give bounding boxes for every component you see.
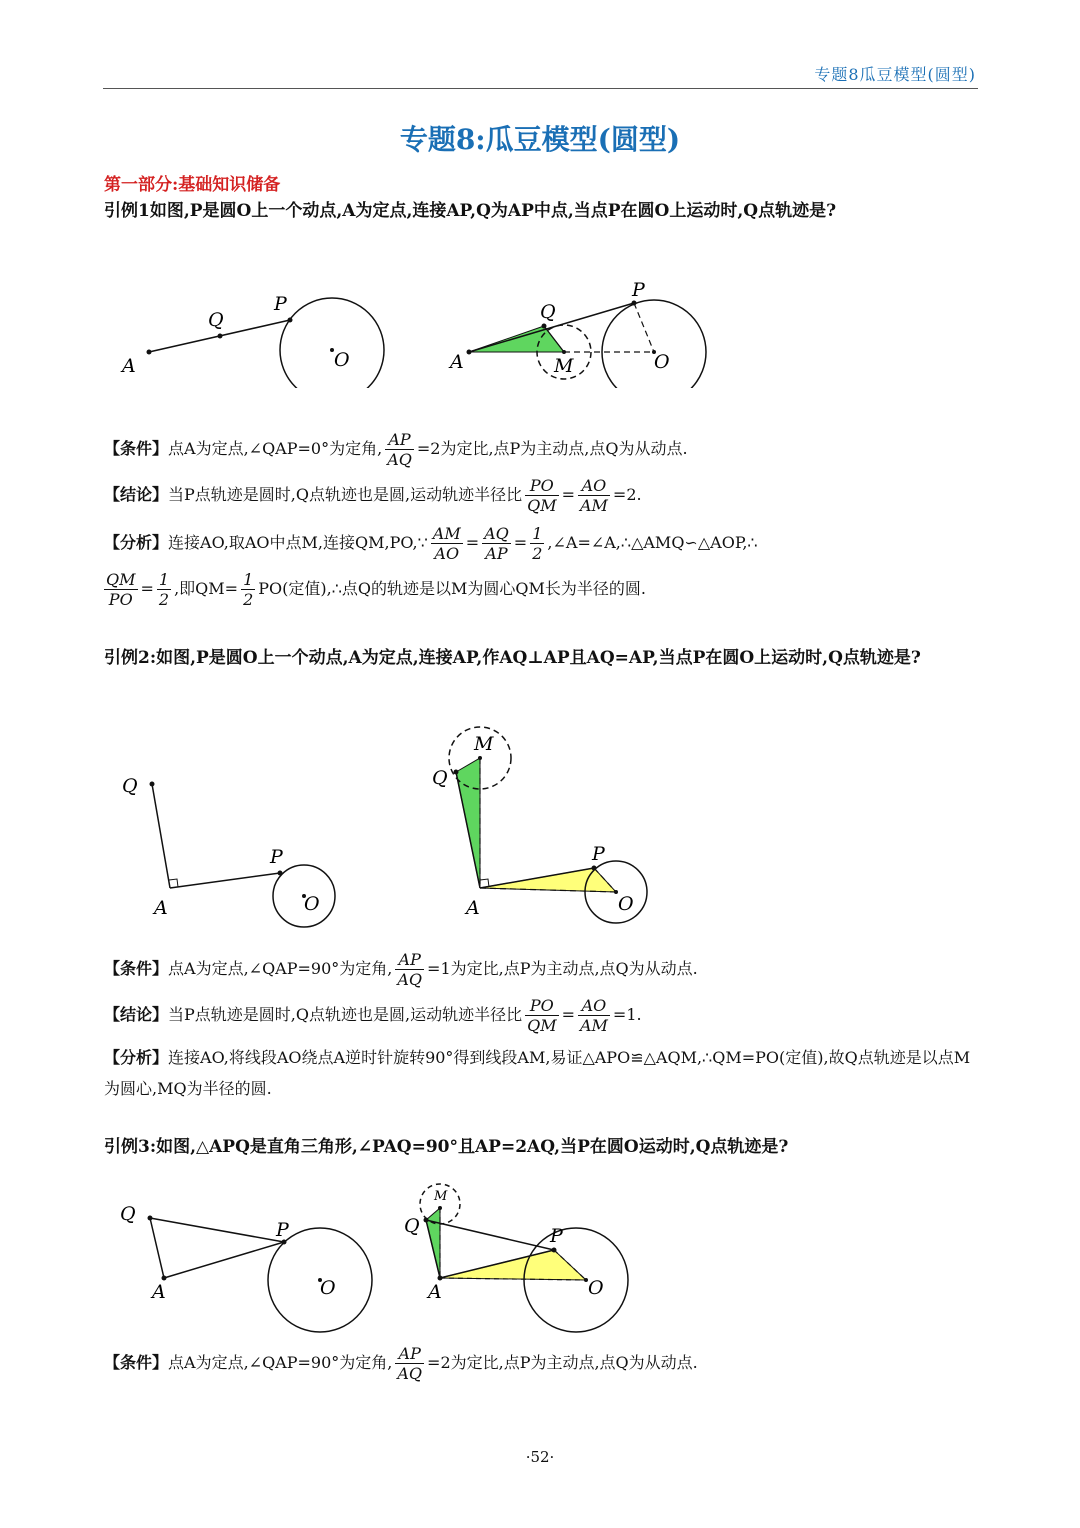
label-a: A bbox=[450, 351, 464, 373]
label-p: P bbox=[550, 1225, 563, 1247]
condition-tag: 【条件】 bbox=[104, 439, 169, 458]
label-o: O bbox=[588, 1277, 604, 1299]
point-q bbox=[454, 770, 459, 775]
circle-o bbox=[602, 300, 706, 388]
example1-figure-right bbox=[448, 279, 706, 388]
fraction: $\frac{PO}{QM}$ bbox=[527, 476, 557, 515]
condition-tag: 【条件】 bbox=[104, 959, 169, 978]
running-header: 专题8瓜豆模型(圆型) bbox=[814, 65, 976, 84]
example2-figure-right bbox=[432, 727, 647, 923]
segment-ap bbox=[170, 873, 280, 888]
point-p bbox=[278, 871, 283, 876]
label-q: Q bbox=[120, 1203, 136, 1225]
label-p: P bbox=[270, 846, 283, 868]
example3-figures bbox=[104, 1180, 724, 1340]
label-q: Q bbox=[404, 1215, 420, 1237]
point-a bbox=[147, 350, 152, 355]
section-heading: 第一部分:基础知识储备 bbox=[104, 175, 281, 195]
fraction: $\frac{AP}{AQ}$ bbox=[387, 430, 412, 469]
triangle-apo bbox=[440, 1250, 586, 1280]
point-p bbox=[552, 1248, 557, 1253]
conclusion-tag: 【结论】 bbox=[104, 485, 169, 504]
point-m bbox=[438, 1206, 442, 1210]
fraction: $\frac{AP}{AQ}$ bbox=[397, 1344, 423, 1383]
example1-figures bbox=[104, 268, 724, 388]
label-o: O bbox=[618, 893, 634, 915]
fraction: $\frac{AQ}{AP}$ bbox=[484, 524, 509, 563]
fraction: $\frac{1}{2}$ bbox=[158, 570, 170, 609]
label-p: P bbox=[276, 1219, 289, 1241]
point-p bbox=[632, 301, 637, 306]
point-m bbox=[562, 350, 566, 354]
point-q bbox=[148, 1216, 153, 1221]
label-q: Q bbox=[432, 767, 448, 789]
label-q: Q bbox=[122, 775, 138, 797]
fraction: $\frac{1}{2}$ bbox=[532, 524, 543, 563]
segment-aq bbox=[152, 784, 170, 888]
triangle-apq bbox=[150, 1218, 284, 1278]
label-p: P bbox=[592, 843, 605, 865]
label-a: A bbox=[466, 897, 480, 919]
point-a bbox=[438, 1276, 443, 1281]
fraction: $\frac{QM}{PO}$ bbox=[106, 570, 136, 609]
analysis-tag: 【分析】 bbox=[104, 1048, 169, 1067]
example1-conclusion: 【结论】当P点轨迹是圆时,Q点轨迹也是圆,运动轨迹半径比 $\frac{PO}{QM}$ = $\frac{AO}{AM}$ =2. bbox=[104, 476, 642, 515]
example1-analysis-line1: 【分析】连接AO,取AO中点M,连接QM,PO,∵ $\frac{AM}{AO}$ = $\frac{AQ}{AP}$ = $\frac{1}{2}$ ,∠A=∠A,∴△AMQ∽△AOP,∴ bbox=[104, 524, 758, 563]
point-a bbox=[467, 350, 472, 355]
label-o: O bbox=[654, 351, 670, 373]
page-number: ·52· bbox=[525, 1448, 555, 1466]
example3-condition: 【条件】点A为定点,∠QAP=90°为定角, $\frac{AP}{AQ}$ =2为定比,点P为主动点,点Q为从动点. bbox=[104, 1344, 698, 1383]
label-a: A bbox=[428, 1281, 442, 1303]
label-p: P bbox=[632, 279, 645, 301]
label-a: A bbox=[152, 1281, 166, 1303]
fraction: $\frac{AM}{AO}$ bbox=[432, 524, 461, 563]
label-m: M bbox=[554, 355, 574, 377]
example2-figures bbox=[104, 720, 724, 930]
fraction: $\frac{AP}{AQ}$ bbox=[397, 950, 423, 989]
label-m: M bbox=[474, 733, 494, 755]
example2-condition: 【条件】点A为定点,∠QAP=90°为定角, $\frac{AP}{AQ}$ =1为定比,点P为主动点,点Q为从动点. bbox=[104, 950, 698, 989]
conclusion-tag: 【结论】 bbox=[104, 1005, 169, 1024]
fraction: $\frac{PO}{QM}$ bbox=[527, 996, 557, 1035]
point-p bbox=[288, 318, 293, 323]
label-a: A bbox=[154, 897, 168, 919]
label-q: Q bbox=[540, 301, 556, 323]
label-q: Q bbox=[208, 309, 224, 331]
label-p: P bbox=[274, 293, 287, 315]
fraction: $\frac{1}{2}$ bbox=[243, 570, 254, 609]
example1-analysis-line2: $\frac{QM}{PO}$ = $\frac{1}{2}$ ,即QM= $\frac{1}{2}$ PO(定值),∴点Q的轨迹是以M为圆心QM长为半径的圆. bbox=[106, 570, 647, 609]
example3-question: 引例3:如图,△APQ是直角三角形,∠PAQ=90°且AP=2AQ,当P在圆O运动时,Q点轨迹是? bbox=[104, 1137, 789, 1157]
condition-tag: 【条件】 bbox=[104, 1353, 169, 1372]
example3-figure-right bbox=[404, 1184, 628, 1332]
label-o: O bbox=[334, 349, 350, 371]
fraction: $\frac{AO}{AM}$ bbox=[579, 476, 608, 515]
example2-figure-left bbox=[122, 775, 335, 927]
point-q bbox=[150, 782, 155, 787]
point-q bbox=[218, 334, 223, 339]
point-p bbox=[592, 866, 597, 871]
label-o: O bbox=[320, 1277, 336, 1299]
label-m: M bbox=[434, 1189, 448, 1204]
right-angle-mark bbox=[480, 879, 489, 887]
label-a: A bbox=[122, 355, 136, 377]
point-q bbox=[542, 324, 547, 329]
example1-figure-left bbox=[120, 293, 384, 388]
label-o: O bbox=[304, 893, 320, 915]
example3-figure-left bbox=[120, 1203, 372, 1332]
example2-question: 引例2:如图,P是圆O上一个动点,A为定点,连接AP,作AQ⊥AP且AQ=AP,当点P在圆O上运动时,Q点轨迹是? bbox=[104, 648, 921, 668]
page-title: 专题8:瓜豆模型(圆型) bbox=[399, 123, 681, 156]
circle-o bbox=[280, 298, 384, 388]
segment-po bbox=[634, 303, 654, 352]
point-a bbox=[162, 1276, 167, 1281]
analysis-tag: 【分析】 bbox=[104, 533, 169, 552]
point-m bbox=[478, 756, 482, 760]
example2-conclusion: 【结论】当P点轨迹是圆时,Q点轨迹也是圆,运动轨迹半径比 $\frac{PO}{QM}$ = $\frac{AO}{AM}$ =1. bbox=[104, 996, 642, 1035]
example2-analysis: 【分析】连接AO,将线段AO绕点A逆时针旋转90°得到线段AM,易证△APO≌△AQM,∴QM=PO(定值),故Q点轨迹是以点M为圆心,MQ为半径的圆. bbox=[104, 1048, 971, 1098]
point-q bbox=[424, 1218, 429, 1223]
example1-condition: 【条件】点A为定点,∠QAP=0°为定角, $\frac{AP}{AQ}$ =2为定比,点P为主动点,点Q为从动点. bbox=[104, 430, 688, 469]
example1-question: 引例1如图,P是圆O上一个动点,A为定点,连接AP,Q为AP中点,当点P在圆O上运动时,Q点轨迹是? bbox=[104, 201, 837, 221]
header-rule bbox=[103, 88, 978, 89]
fraction: $\frac{AO}{AM}$ bbox=[579, 996, 608, 1035]
